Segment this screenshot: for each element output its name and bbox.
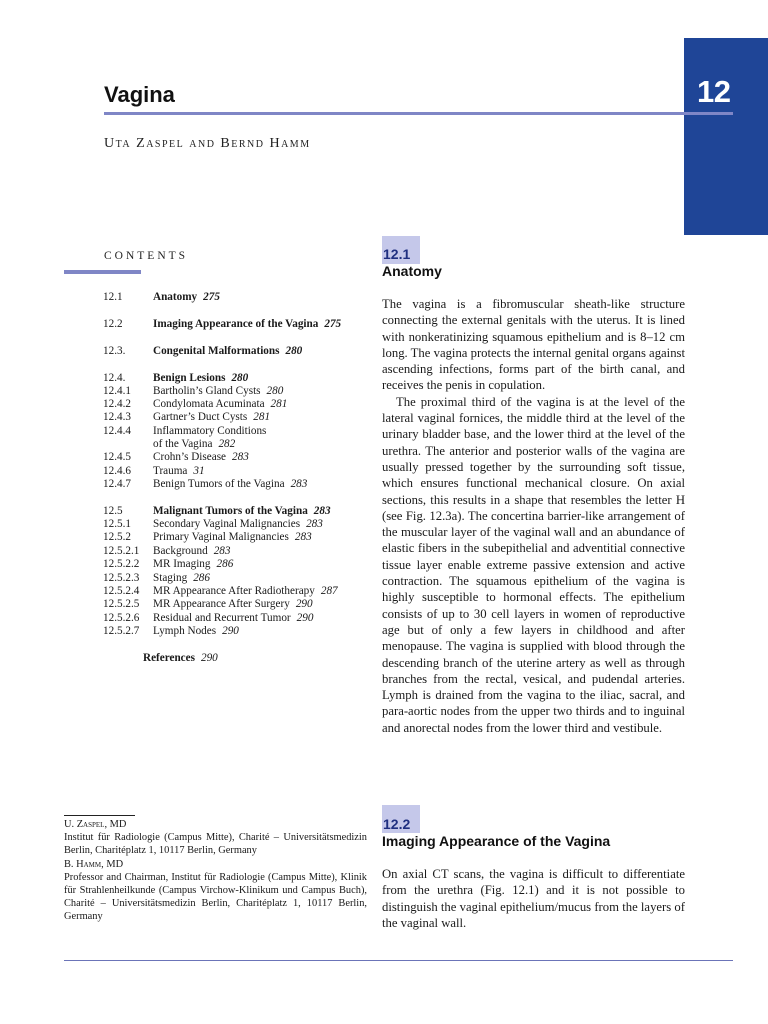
toc-entry-title-text: Secondary Vaginal Malignancies	[153, 518, 301, 530]
toc-entry-title	[153, 291, 220, 304]
paragraph: The vagina is a fibromuscular sheath-like structure connecting the external genitals with the uterus. It is lined with nonkeratinizing squamous epithelium and is 8–12 cm long. The vagina protects the internal genital organs against ascending infections, forms part of the birth canal, and receives the penis in copulation.	[382, 297, 685, 393]
toc-entry-number: 12.4.7	[103, 478, 131, 490]
contents-label: CONTENTS	[104, 250, 189, 262]
toc-entry-title-text: Condylomata Acuminata	[153, 398, 265, 410]
toc-entry-number: 12.5.1	[103, 518, 131, 530]
chapter-number: 12	[697, 74, 731, 109]
section-title: Anatomy	[382, 263, 442, 279]
toc-entry-number: 12.4.	[103, 372, 126, 384]
toc-entry-page: 290	[296, 612, 314, 624]
bottom-rule	[64, 960, 733, 961]
section-body	[382, 296, 685, 736]
toc-entry-title-text: Gartner’s Duct Cysts	[153, 411, 248, 423]
toc-entry-page: 280	[266, 385, 284, 397]
footnote-author: U. Zaspel, MD	[64, 819, 127, 830]
toc-entry-title	[153, 398, 287, 411]
toc-entry-title-text: Imaging Appearance of the Vagina	[153, 318, 319, 330]
toc-entry-page: 283	[213, 545, 231, 557]
toc-entry-number: 12.5.2.5	[103, 598, 140, 610]
toc-entry-title	[153, 612, 313, 625]
toc-entry-title-text: Primary Vaginal Malignancies	[153, 531, 289, 543]
toc-references	[143, 652, 218, 665]
toc-entry-title-text: MR Imaging	[153, 558, 211, 570]
contents-rule	[64, 270, 141, 274]
toc-entry-page: 281	[253, 411, 271, 423]
toc-entry-number: 12.4.6	[103, 465, 131, 477]
toc-entry-page: 287	[320, 585, 338, 597]
title-rule	[104, 112, 733, 115]
toc-entry-title-text: Bartholin’s Gland Cysts	[153, 385, 261, 397]
toc-entry-page: 290	[222, 625, 239, 637]
toc-entry-title	[153, 438, 235, 451]
toc-entry-title-text: Benign Tumors of the Vagina	[153, 478, 285, 490]
toc-entry-page: 283	[306, 518, 323, 530]
toc-entry-title	[153, 558, 233, 571]
toc-entry-number: 12.5.2.4	[103, 585, 140, 597]
toc-entry-title	[153, 625, 239, 638]
toc-entry-title-text: MR Appearance After Radiotherapy	[153, 585, 315, 597]
toc-entry-page: 283	[232, 451, 249, 463]
toc-references-page: 290	[200, 652, 218, 664]
toc-entry-title	[153, 478, 307, 491]
paragraph: The proximal third of the vagina is at the level of the lateral vaginal fornices, the middle third at the level of the urinary bladder base, and the lower third at the level of the urethra. The anterior and posterior walls of the vagina are usually pressed together by the surrounding soft tissue, which ensures functional mechanical closure. On axial sections, this results in a shape that resembles the letter H (see Fig. 12.3a). The concertina barrier-like arrangement of the muscular layer of the vaginal wall and an abundance of elastic fibers in the subepithelial and adventitial connective tissue layer enable extreme passive extension and active contraction. The squamous epithelium of the vagina is highly susceptible to hormonal effects. The epithelium consists of up to 30 cell layers in women of reproductive age but of only a few layers in childhood and after menopause. The vagina is supplied with blood through the descending branch of the uterine artery as well as through branches from the rectal, vesical, and pudendal arteries. Lymph is drained from the vagina to the iliac, sacral, and para-aortic nodes from the upper two thirds and to inguinal and anorectal nodes from the lower third and vestibule.	[382, 394, 685, 735]
toc-entry-title	[153, 385, 283, 398]
toc-entry-title-text: Malignant Tumors of the Vagina	[153, 505, 308, 517]
toc-entry-page: 31	[193, 465, 205, 477]
footnote-affiliation: Institut für Radiologie (Campus Mitte), Charité – Universitätsmedizin Berlin, Charitéplatz 1, 10117 Berlin, Germany	[64, 832, 367, 857]
toc-entry-page: 281	[270, 398, 288, 410]
toc-entry-title-text: Benign Lesions	[153, 372, 226, 384]
toc-entry-title-text: of the Vagina	[153, 438, 213, 450]
toc-entry-page: 282	[218, 438, 236, 450]
footnote-affiliation: Professor and Chairman, Institut für Radiologie (Campus Mitte), Klinik für Strahlenheilkunde (Campus Virchow-Klinikum und Campus Buch), Charité – Universitätsmedizin Berlin, Charitéplatz 1, 10117 Berlin, Germany	[64, 871, 367, 923]
toc-entry-title	[153, 545, 230, 558]
toc-entry-number: 12.5	[103, 505, 123, 517]
toc-entry-number: 12.4.2	[103, 398, 131, 410]
toc-entry-title	[153, 531, 312, 544]
toc-entry-title-text: Background	[153, 545, 208, 557]
toc-entry-title-text: Anatomy	[153, 291, 198, 303]
toc-entry-page: 280	[285, 345, 303, 357]
toc-entry-title	[153, 572, 210, 585]
toc-entry-page: 283	[313, 505, 331, 517]
toc-entry-page: 280	[231, 372, 249, 384]
toc-entry-number: 12.5.2.6	[103, 612, 140, 624]
footnote-rule	[64, 815, 135, 816]
toc-entry-title	[153, 372, 248, 385]
section-body	[382, 866, 685, 931]
toc-entry-number: 12.5.2.7	[103, 625, 140, 637]
toc-entry-title-text: Residual and Recurrent Tumor	[153, 612, 291, 624]
toc-entry-number: 12.4.3	[103, 411, 131, 423]
footnote-author: B. Hamm, MD	[64, 858, 124, 870]
chapter-title: Vagina	[104, 82, 175, 107]
toc-entry-number: 12.2	[103, 318, 123, 330]
toc-entry-title-text: Trauma	[153, 465, 188, 477]
chapter-number-box	[684, 38, 768, 235]
author-affiliations	[64, 818, 367, 924]
toc-entry-number: 12.4.5	[103, 451, 131, 463]
toc-entry-page: 290	[295, 598, 313, 610]
toc-entry-title	[153, 451, 249, 464]
toc-entry-page: 283	[294, 531, 312, 543]
toc-entry-title	[153, 411, 270, 424]
toc-entry-page: 283	[290, 478, 308, 490]
toc-entry-title-text: Crohn’s Disease	[153, 451, 227, 463]
toc-entry-number: 12.4.1	[103, 385, 131, 397]
toc-entry-number: 12.5.2	[103, 531, 131, 543]
toc-entry-number: 12.4.4	[103, 425, 131, 437]
section-number: 12.1	[383, 246, 411, 262]
toc-entry-title-text: Lymph Nodes	[153, 625, 217, 637]
toc-entry-page: 286	[216, 558, 234, 570]
toc-entry-page: 275	[324, 318, 342, 330]
toc-entry-title-text: Congenital Malformations	[153, 345, 280, 357]
toc-entry-number: 12.1	[103, 291, 123, 303]
toc-entry-title	[153, 345, 302, 358]
toc-entry-title	[153, 318, 341, 331]
toc-entry-title	[153, 465, 205, 478]
toc-entry-number: 12.5.2.1	[103, 545, 140, 557]
toc-references-title: References	[143, 652, 195, 664]
toc-entry-number: 12.3.	[103, 345, 126, 357]
section-title: Imaging Appearance of the Vagina	[382, 833, 611, 849]
toc-entry-title-text: Inflammatory Conditions	[153, 425, 267, 437]
toc-entry-page: 286	[193, 572, 210, 584]
toc-entry-title	[153, 425, 272, 438]
toc-entry-page: 275	[203, 291, 220, 303]
toc-entry-number: 12.5.2.3	[103, 572, 140, 584]
toc-entry-title	[153, 598, 313, 611]
toc-entry-title	[153, 585, 338, 598]
toc-entry-title	[153, 505, 331, 518]
paragraph: On axial CT scans, the vagina is difficult to differentiate from the urethra (Fig. 12.1) and it is not possible to distinguish the vaginal epithelium/mucus from the layers of the vaginal wall.	[382, 867, 685, 930]
toc-entry-title-text: MR Appearance After Surgery	[153, 598, 290, 610]
toc-entry-number: 12.5.2.2	[103, 558, 140, 570]
chapter-authors: Uta Zaspel and Bernd Hamm	[104, 136, 311, 151]
section-number: 12.2	[383, 816, 411, 832]
toc-entry-title-text: Staging	[153, 572, 188, 584]
toc-entry-title	[153, 518, 323, 531]
